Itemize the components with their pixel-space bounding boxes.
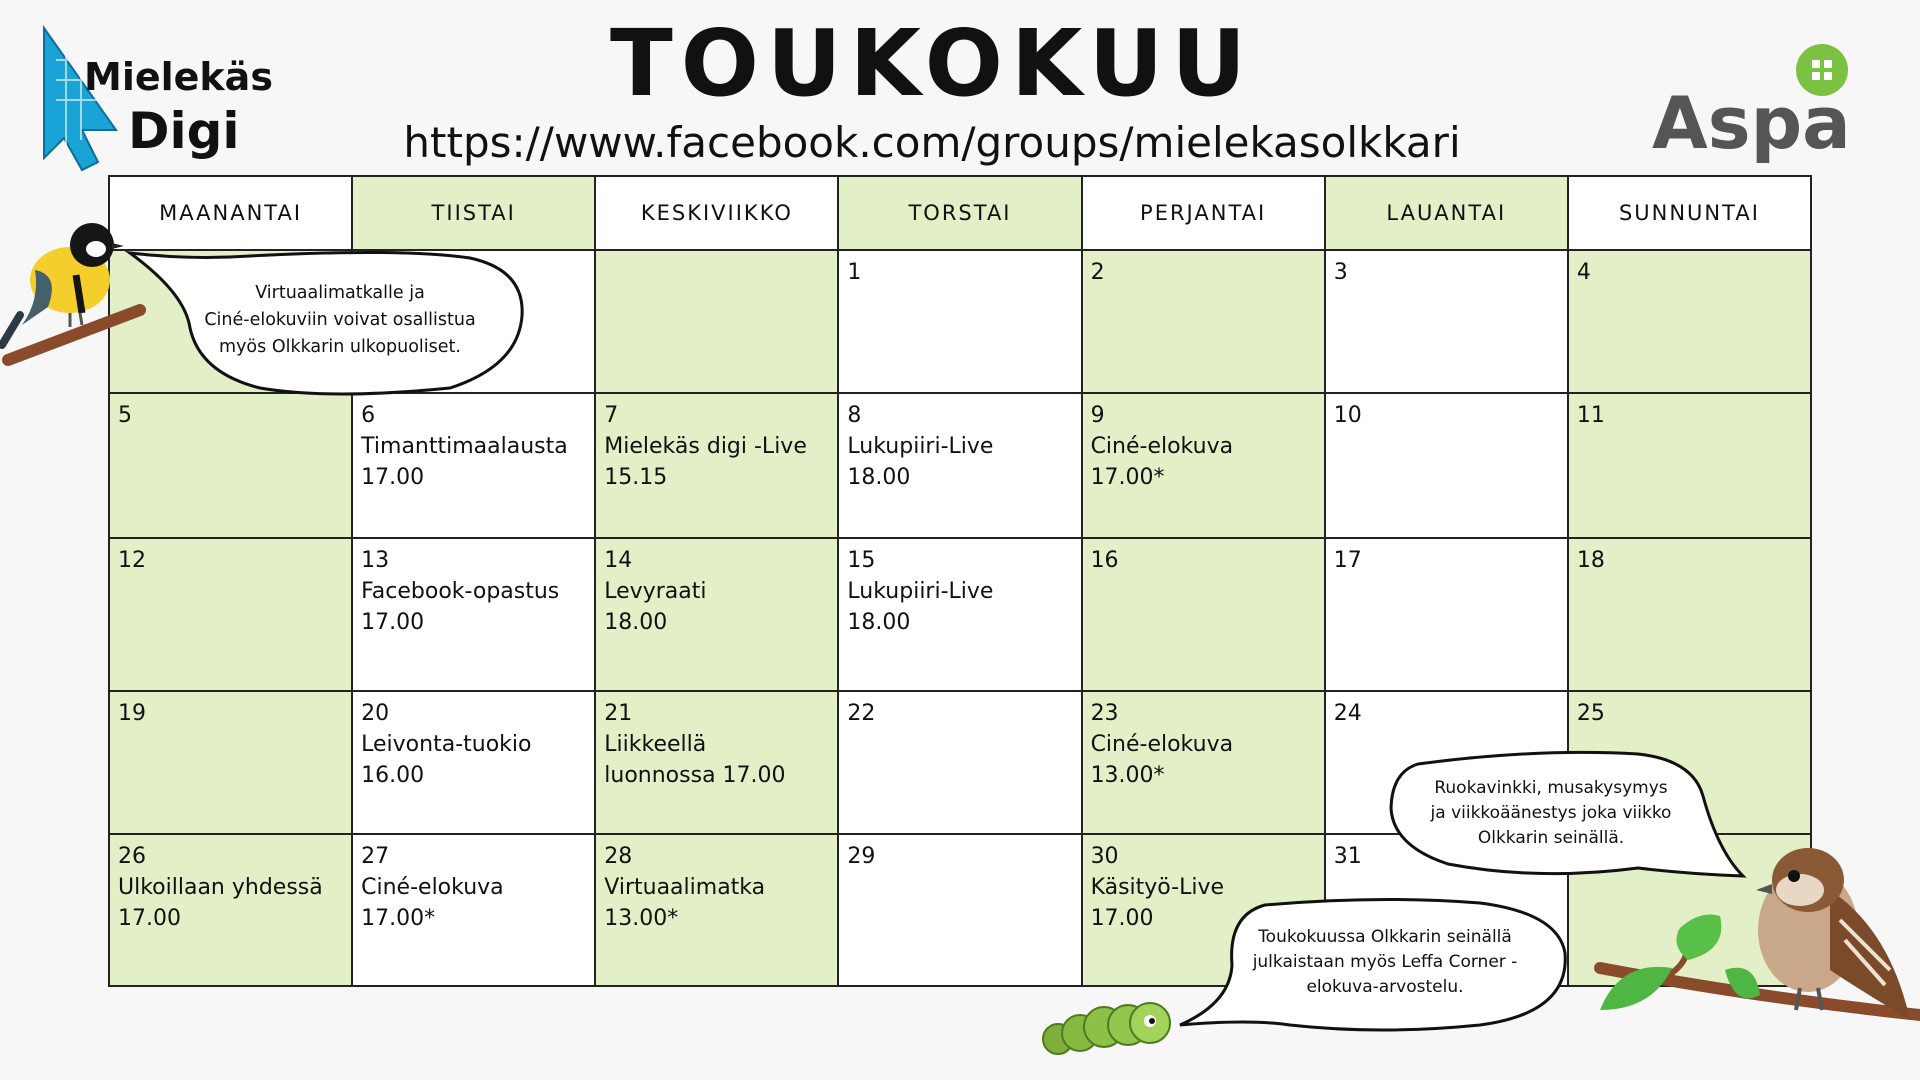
day-cell bbox=[595, 538, 838, 691]
event-time: 16.00 bbox=[361, 763, 425, 788]
day-cell bbox=[352, 393, 595, 538]
day-cell bbox=[352, 538, 595, 691]
aspa-logo-text: Aspa bbox=[1652, 81, 1851, 165]
bubble-right-line: Ruokavinkki, musakysymys bbox=[1434, 778, 1668, 798]
day-number: 24 bbox=[1333, 701, 1362, 726]
day-cell bbox=[595, 691, 838, 834]
day-number: 10 bbox=[1333, 403, 1362, 428]
event-title: Ciné-elokuva bbox=[361, 875, 504, 900]
event-title: Lukupiiri-Live bbox=[847, 434, 994, 459]
bubble-right-line: ja viikkoäänestys joka viikko bbox=[1430, 803, 1672, 823]
group-url: https://www.facebook.com/groups/mielekasolkkari bbox=[403, 118, 1461, 167]
day-cell bbox=[109, 691, 352, 834]
event-time: 13.00* bbox=[1090, 763, 1165, 788]
day-cell bbox=[838, 691, 1081, 834]
day-number: 15 bbox=[847, 548, 876, 573]
event-time: 17.00* bbox=[1090, 465, 1165, 490]
day-cell bbox=[1325, 538, 1568, 691]
day-number: 30 bbox=[1090, 844, 1119, 869]
event-title: Liikkeellä bbox=[604, 732, 707, 757]
day-number: 8 bbox=[847, 403, 862, 428]
day-cell bbox=[1568, 250, 1811, 393]
event-time: 18.00 bbox=[847, 465, 911, 490]
event-time: 17.00 bbox=[118, 906, 181, 931]
day-number: 19 bbox=[118, 701, 146, 726]
event-title: Leivonta-tuokio bbox=[361, 732, 532, 757]
day-number: 6 bbox=[361, 403, 376, 428]
weekday-header: LAUANTAI bbox=[1325, 176, 1568, 250]
day-cell bbox=[838, 250, 1081, 393]
weekday-header: SUNNUNTAI bbox=[1568, 176, 1811, 250]
event-title: Levyraati bbox=[604, 579, 707, 604]
day-number: 11 bbox=[1576, 403, 1605, 428]
day-number: 26 bbox=[118, 844, 146, 869]
day-cell bbox=[109, 393, 352, 538]
event-title: Facebook-opastus bbox=[361, 579, 560, 604]
logo-left-line2: Digi bbox=[128, 102, 240, 160]
weekday-header: MAANANTAI bbox=[109, 176, 352, 250]
event-title: Ciné-elokuva bbox=[1090, 732, 1234, 757]
event-time: 13.00* bbox=[604, 906, 679, 931]
event-time: 18.00 bbox=[847, 610, 911, 635]
bubble-bottom-line: elokuva-arvostelu. bbox=[1306, 977, 1464, 997]
day-number: 14 bbox=[604, 548, 633, 573]
bubble-bottom-line: Toukokuussa Olkkarin seinällä bbox=[1258, 927, 1512, 947]
day-cell bbox=[1568, 393, 1811, 538]
day-cell bbox=[1082, 691, 1325, 834]
bubble-bottom-line: julkaistaan myös Leffa Corner - bbox=[1252, 952, 1518, 972]
bubble-right-line: Olkkarin seinällä. bbox=[1477, 828, 1625, 848]
event-title: Ulkoillaan yhdessä bbox=[118, 875, 323, 900]
event-time: 15.15 bbox=[604, 465, 668, 490]
event-time: 17.00 bbox=[361, 465, 425, 490]
bubble-top-left-line: Ciné-elokuviin voivat osallistua bbox=[204, 310, 476, 330]
day-number: 12 bbox=[118, 548, 146, 573]
day-cell bbox=[838, 393, 1081, 538]
day-number: 16 bbox=[1090, 548, 1119, 573]
caterpillar-illustration bbox=[1040, 995, 1175, 1065]
day-cell bbox=[595, 250, 838, 393]
event-title: Timanttimaalausta bbox=[361, 434, 568, 459]
day-number: 31 bbox=[1333, 844, 1362, 869]
day-cell bbox=[352, 834, 595, 986]
day-cell bbox=[352, 691, 595, 834]
event-time: 18.00 bbox=[604, 610, 668, 635]
day-cell bbox=[595, 393, 838, 538]
day-number: 2 bbox=[1090, 260, 1105, 285]
day-cell bbox=[595, 834, 838, 986]
weekday-header-row bbox=[109, 176, 1811, 250]
day-number: 20 bbox=[361, 701, 390, 726]
day-number: 18 bbox=[1576, 548, 1605, 573]
day-number: 29 bbox=[847, 844, 876, 869]
day-cell bbox=[109, 834, 352, 986]
day-cell bbox=[1082, 538, 1325, 691]
event-title: Mielekäs digi -Live bbox=[604, 434, 807, 459]
day-cell bbox=[1325, 250, 1568, 393]
event-title: Virtuaalimatka bbox=[604, 875, 766, 900]
day-number: 9 bbox=[1090, 403, 1105, 428]
week-row bbox=[109, 393, 1811, 538]
bubble-top-left-line: Virtuaalimatkalle ja bbox=[255, 283, 425, 303]
day-number: 22 bbox=[847, 701, 876, 726]
day-number: 13 bbox=[361, 548, 390, 573]
event-time: luonnossa 17.00 bbox=[604, 763, 786, 788]
weekday-header: TORSTAI bbox=[838, 176, 1081, 250]
day-cell bbox=[1568, 538, 1811, 691]
weekday-header: PERJANTAI bbox=[1082, 176, 1325, 250]
day-number: 28 bbox=[604, 844, 633, 869]
day-number: 7 bbox=[604, 403, 619, 428]
day-cell bbox=[1325, 393, 1568, 538]
day-cell bbox=[1082, 250, 1325, 393]
day-cell bbox=[1082, 393, 1325, 538]
great-tit-bird-illustration bbox=[0, 215, 145, 365]
day-number: 17 bbox=[1333, 548, 1362, 573]
event-time: 17.00* bbox=[361, 906, 436, 931]
event-title: Ciné-elokuva bbox=[1090, 434, 1234, 459]
day-number: 27 bbox=[361, 844, 390, 869]
week-row bbox=[109, 538, 1811, 691]
speech-bubble-bottom bbox=[1180, 895, 1570, 1035]
page-title: TOUKOKUU bbox=[609, 10, 1255, 117]
bubble-top-left-line: myös Olkkarin ulkopuoliset. bbox=[219, 337, 461, 357]
weekday-header: KESKIVIIKKO bbox=[595, 176, 838, 250]
day-cell bbox=[838, 834, 1081, 986]
day-number: 23 bbox=[1090, 701, 1119, 726]
event-title: Lukupiiri-Live bbox=[847, 579, 994, 604]
speech-bubble-top-left bbox=[130, 248, 530, 398]
logo-left-line1: Mielekäs bbox=[84, 55, 273, 99]
day-number: 3 bbox=[1333, 260, 1348, 285]
event-time: 17.00 bbox=[1090, 906, 1154, 931]
day-number: 5 bbox=[118, 403, 132, 428]
day-number: 25 bbox=[1576, 701, 1605, 726]
day-number: 21 bbox=[604, 701, 633, 726]
weekday-header: TIISTAI bbox=[352, 176, 595, 250]
day-number: 4 bbox=[1576, 260, 1591, 285]
day-cell bbox=[109, 538, 352, 691]
day-number: 1 bbox=[847, 260, 862, 285]
sparrow-bird-illustration bbox=[1560, 820, 1920, 1030]
event-title: Käsityö-Live bbox=[1090, 875, 1225, 900]
event-time: 17.00 bbox=[361, 610, 425, 635]
day-cell bbox=[838, 538, 1081, 691]
